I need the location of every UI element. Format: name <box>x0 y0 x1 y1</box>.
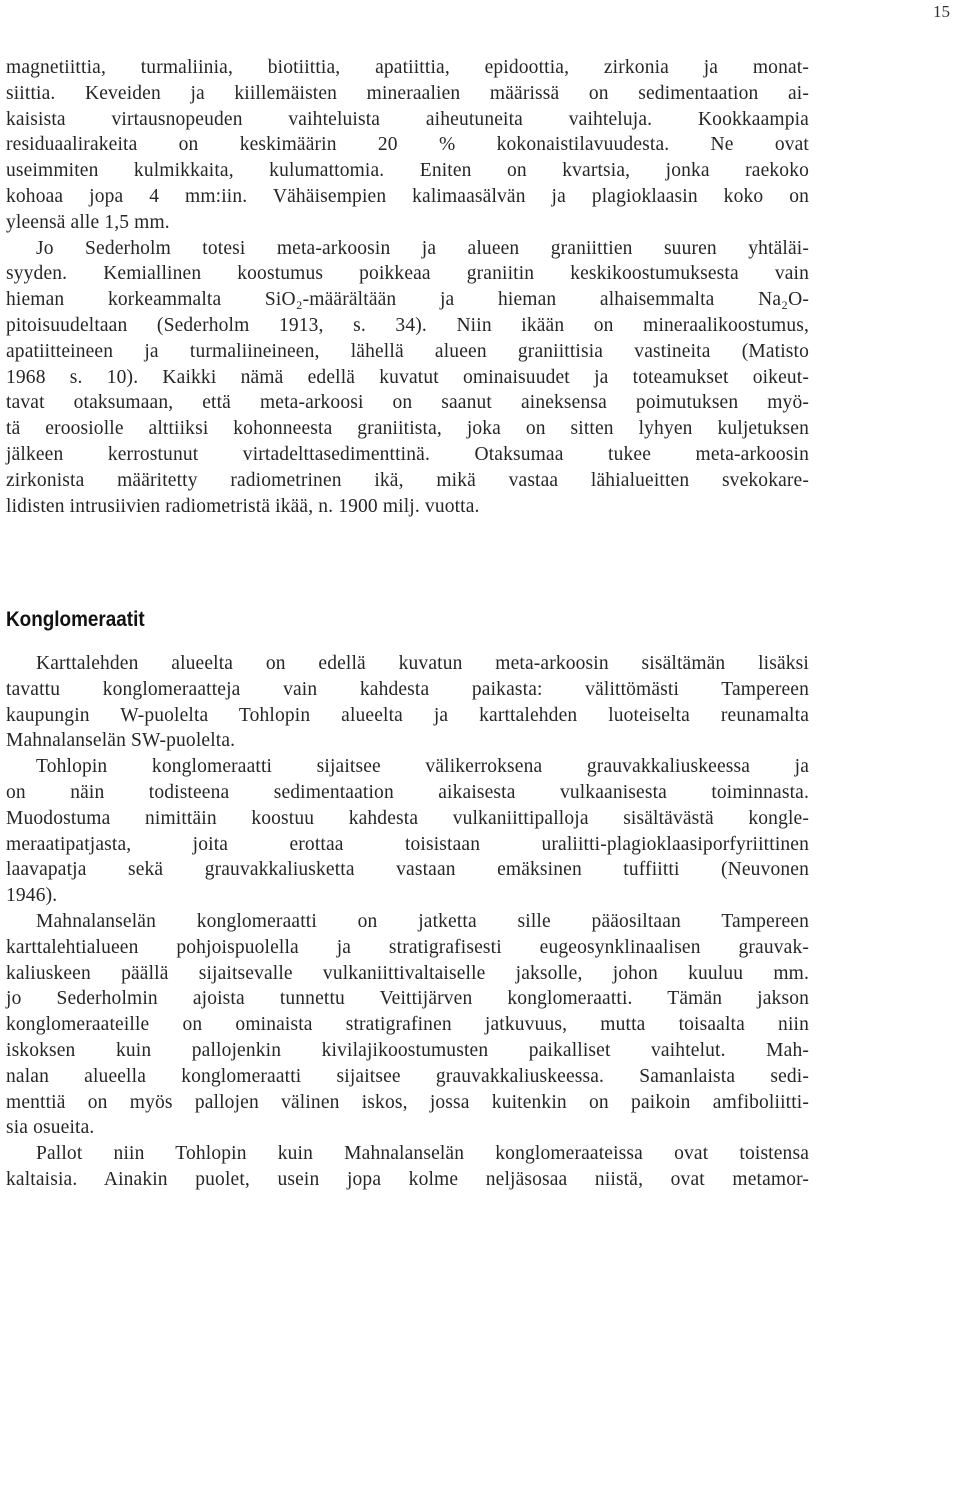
text-line: Tohlopin konglomeraatti sijaitsee välikerroksena grauvakkaliuskeessa ja <box>36 756 809 778</box>
text-line: kaliuskeen päällä sijaitsevalle vulkaniittivaltaiselle jaksolle, johon kuuluu mm. <box>6 962 809 984</box>
text-line: residuaalirakeita on keskimäärin 20 % kokonaistilavuudesta. Ne ovat <box>6 134 809 156</box>
text-line: apatiitteineen ja turmaliineineen, lähellä alueen graniittisia vastineita (Matisto <box>6 340 809 362</box>
text-line: tä eroosiolle alttiiksi kohonneesta graniitista, joka on sitten lyhyen kuljetuksen <box>6 418 809 440</box>
text-line: lidisten intrusiivien radiometristä ikää, n. 1900 milj. vuotta. <box>6 495 480 517</box>
text-line: iskoksen kuin pallojenkin kivilajikoostumusten paikalliset vaihtelut. Mah- <box>6 1039 809 1061</box>
text-line: kaltaisia. Ainakin puolet, usein jopa kolme neljäsosaa niistä, ovat metamor- <box>6 1168 809 1190</box>
text-line: Mahnalanselän SW-puolelta. <box>6 730 236 752</box>
text-line: tavattu konglomeraatteja vain kahdesta paikasta: välittömästi Tampereen <box>6 678 809 700</box>
text-line: Jo Sederholm totesi meta-arkoosin ja alueen graniittien suuren yhtäläi- <box>36 237 809 259</box>
text-line: nalan alueella konglomeraatti sijaitsee grauvakkaliuskeessa. Samanlaista sedi- <box>6 1065 809 1087</box>
text-line: menttiä on myös pallojen välinen iskos, jossa kuitenkin on paikoin amfiboliitti- <box>6 1091 809 1113</box>
text-line: kohoaa jopa 4 mm:iin. Vähäisempien kalimaasälvän ja plagioklaasin koko on <box>6 185 809 207</box>
section-heading: Konglomeraatit <box>6 608 145 631</box>
text-line: konglomeraateille on ominaista stratigrafinen jatkuvuus, mutta toisaalta niin <box>6 1014 809 1036</box>
paragraph-conglomerate-locations <box>6 651 809 754</box>
text-line: syyden. Kemiallinen koostumus poikkeaa graniitin keskikoostumuksesta vain <box>6 263 809 285</box>
text-line: tavat otaksumaan, että meta-arkoosi on saanut aineksensa poimutuksen myö- <box>6 392 809 414</box>
text-line: karttalehtialueen pohjoispuolella ja stratigrafisesti eugeosynklinaalisen grauvak- <box>6 936 809 958</box>
text-line: jo Sederholmin ajoista tunnettu Veittijärven konglomeraatti. Tämän jakson <box>6 988 809 1010</box>
paragraph-tohlopi <box>6 754 809 909</box>
text-line: on näin todisteena sedimentaation aikaisesta vulkaanisesta toiminnasta. <box>6 781 809 803</box>
text-line: Muodostuma nimittäin koostuu kahdesta vulkaniittipalloja sisältävästä kongle- <box>6 807 809 829</box>
text-line: Karttalehden alueelta on edellä kuvatun meta-arkoosin sisältämän lisäksi <box>36 653 809 674</box>
text-line: siittia. Keveiden ja kiillemäisten mineraalien määrissä on sedimentaation ai- <box>6 82 809 104</box>
text-line: useimmiten kulmikkaita, kulumattomia. Eniten on kvartsia, jonka raekoko <box>6 160 809 182</box>
paragraph-sederholm-arkose <box>6 236 809 520</box>
text-line: hieman korkeammalta SiO₂-määrältään ja hieman alhaisemmalta Na₂O- <box>6 289 809 311</box>
page-number: 15 <box>933 2 950 21</box>
text-line: laavapatja sekä grauvakkaliusketta vastaan emäksinen tuffiitti (Neuvonen <box>6 859 809 881</box>
text-line: 1946). <box>6 885 58 907</box>
paragraph-pallot <box>6 1141 809 1193</box>
text-line: zirkonista määritetty radiometrinen ikä, mikä vastaa lähialueitten svekokare- <box>6 469 809 491</box>
text-line: yleensä alle 1,5 mm. <box>6 211 170 233</box>
text-line: sia osueita. <box>6 1117 95 1139</box>
text-line: magnetiittia, turmaliinia, biotiittia, apatiittia, epidoottia, zirkonia ja monat- <box>6 57 809 78</box>
text-line: Pallot niin Tohlopin kuin Mahnalanselän konglomeraateissa ovat toistensa <box>36 1143 809 1165</box>
paragraph-mineral-composition <box>6 55 809 236</box>
text-line: kaupungin W-puolelta Tohlopin alueelta ja karttalehden luoteiselta reunamalta <box>6 704 809 726</box>
text-line: meraatipatjasta, joita erottaa toisistaan uraliitti-plagioklaasiporfyriittinen <box>6 833 809 855</box>
text-line: kaisista virtausnopeuden vaihteluista aiheutuneita vaihteluja. Kookkaampia <box>6 108 809 130</box>
text-line: jälkeen kerrostunut virtadelttasedimenttinä. Otaksumaa tukee meta-arkoosin <box>6 443 809 465</box>
text-line: Mahnalanselän konglomeraatti on jatketta sille pääosiltaan Tampereen <box>36 910 809 932</box>
paragraph-mahnalanselka <box>6 909 809 1141</box>
text-line: pitoisuudeltaan (Sederholm 1913, s. 34). Niin ikään on mineraalikoostumus, <box>6 314 809 336</box>
conglomerate-section <box>6 651 809 1193</box>
text-line: 1968 s. 10). Kaikki nämä edellä kuvatut ominaisuudet ja toteamukset oikeut- <box>6 366 809 388</box>
top-section <box>6 55 809 519</box>
